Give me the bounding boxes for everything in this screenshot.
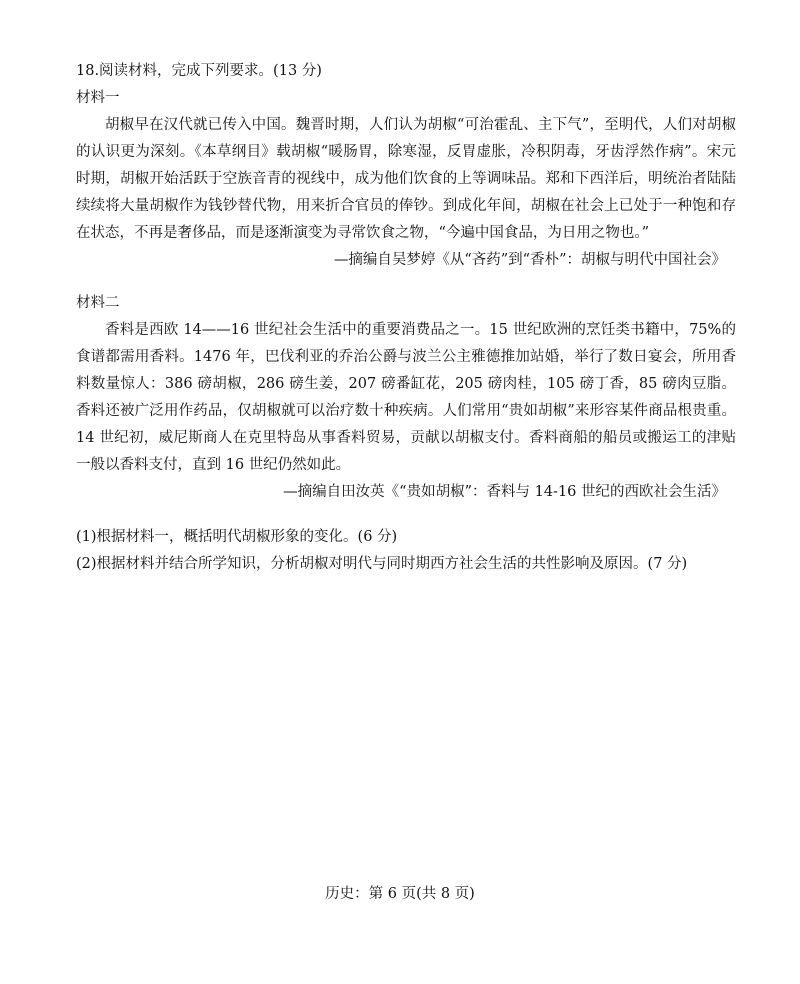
material1-source: —摘编自吴梦婷《从“吝药”到“香朴”：胡椒与明代中国社会》 bbox=[333, 252, 726, 268]
task-2: (2)根据材料并结合所学知识，分析胡椒对明代与同时期西方社会生活的共性影响及原因。(7 分) bbox=[76, 556, 688, 572]
task-1: (1)根据材料一，概括明代胡椒形象的变化。(6 分) bbox=[76, 529, 398, 545]
material2-text: 香料是西欧 14——16 世纪社会生活中的重要消费品之一。15 世纪欧洲的烹饪类书籍中，75%的食谱都需用香料。1476 年，巴伐利亚的乔治公爵与波兰公主雅德推加站婚，举行了数日宴会，所用香料数量惊人：386 磅胡椒，286 磅生姜，207 磅番缸花，205 磅肉桂，105 磅丁香，85 磅肉豆脂。香料还被广泛用作药品，仅胡椒就可以治疗数十种疾病。人们常用“贵如胡椒”来形容某件商品根贵重。14 世纪初，威尼斯商人在克里特岛从事香料贸易，贡献以胡椒支付。香料商船的船员或搬运工的津贴一般以香料支付，直到 16 世纪仍然如此。 bbox=[76, 322, 736, 473]
question-block bbox=[76, 58, 736, 578]
material1-label: 材料一 bbox=[76, 90, 120, 106]
material1-text: 胡椒早在汉代就已传入中国。魏晋时期，人们认为胡椒“可治霍乱、主下气”，至明代，人们对胡椒的认识更为深刻。《本草纲目》载胡椒“暖肠胃，除寒湿，反胃虚胀，冷积阴毒，牙齿浮然作病”。宋元时期，胡椒开始活跃于空族音青的视线中，成为他们饮食的上等调味品。郑和下西洋后，明统治者陆陆续续将大量胡椒作为钱钞替代物，用来折合官员的俸钞。到成化年间，胡椒在社会上已处于一种饱和存在状态，不再是奢侈品，而是逐渐演变为寻常饮食之物，“今遍中国食品，为日用之物也。” bbox=[76, 117, 736, 241]
material2-label: 材料二 bbox=[76, 295, 120, 311]
question-header: 18.阅读材料，完成下列要求。(13 分) bbox=[76, 63, 322, 79]
page-footer: 历史：第 6 页(共 8 页) bbox=[325, 886, 475, 902]
material2-source: —摘编自田汝英《“贵如胡椒”：香料与 14-16 世纪的西欧社会生活》 bbox=[283, 484, 726, 500]
